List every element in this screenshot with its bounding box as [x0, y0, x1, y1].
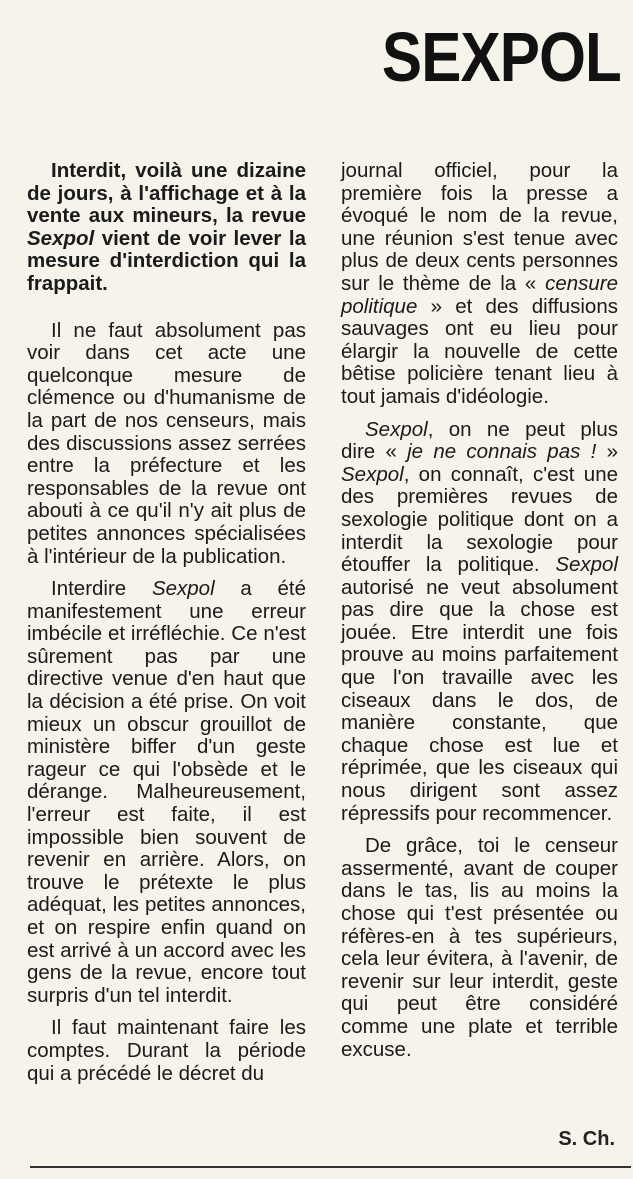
right-paragraph-2: [341, 419, 618, 826]
bottom-rule: [30, 1166, 631, 1168]
p2-text-b: Sexpol: [151, 577, 215, 601]
lead-text-b: Sexpol: [27, 226, 95, 250]
rp1-text-b: censure politique: [341, 271, 618, 318]
signature: S. Ch.: [558, 1128, 615, 1150]
rp2-text-d: »: [596, 440, 618, 464]
rp2-text-f: , on connaît, c'est une des premières revues de sexologie politique dont on a interdit la sexologie pour étouffer la politique.: [341, 462, 618, 577]
left-column: [27, 160, 306, 1085]
rp2-text-b: , on ne peut plus dire «: [341, 417, 618, 464]
lead-text-c: vient de voir lever la mesure d'interdiction qui la frappait.: [27, 226, 306, 295]
p2-text-a: Interdire: [51, 577, 152, 601]
body-paragraph-3: Il faut maintenant faire les comptes. Durant la période qui a précédé le décret du: [27, 1016, 306, 1085]
lead-text-a: Interdit, voilà une dizaine de jours, à l'affichage et à la vente aux mineurs, la revue: [27, 159, 306, 228]
right-paragraph-1: [341, 160, 618, 409]
right-column: [341, 160, 618, 1061]
rp2-text-g: Sexpol: [555, 553, 618, 577]
body-paragraph-1: Il ne faut absolument pas voir dans cet acte une quelconque mesure de clémence ou d'humanisme de la part de nos censeurs, mais des discussions assez serrées entre la préfecture et les responsables de la revue ont abouti à ce qu'il n'y ait plus de petites annonces spécialisées à l'intérieur de la publication.: [27, 318, 306, 568]
p2-text-c: a été manifestement une erreur imbécile et irréfléchie. Ce n'est sûrement pas par une directive venue d'en haut que la décision a été prise. On voit mieux un obscur grouillot de ministère biffer d'un geste rageur ce qui l'obsède et le dérange. Malheureusement, l'erreur est faite, il est impossible bien souvent de revenir en arrière. Alors, on trouve le prétexte le plus adéquat, les petites annonces, et on respire enfin quand on est arrivé à un accord avec les gens de la revue, encore tout surpris d'un tel interdit.: [27, 577, 306, 1007]
body-paragraph-2: [27, 578, 306, 1007]
rp1-text-c: » et des diffusions sauvages ont eu lieu pour élargir la nouvelle de cette bêtise policière tenant lieu à tout jamais d'idéologie.: [341, 294, 618, 408]
rp2-text-a: Sexpol: [365, 417, 428, 441]
rp2-text-c: je ne connais pas !: [407, 440, 597, 464]
rp2-text-e: Sexpol: [341, 462, 404, 486]
rp2-text-h: autorisé ne veut absolument pas dire que la chose est jouée. Etre interdit une fois prouve au moins parfaitement que l'on travaille avec les ciseaux dans le dos, de manière constante, que chaque chose est lue et réprimée, que les ciseaux qui nous dirigent sont assez répressifs pour recommencer.: [341, 575, 618, 825]
article-title: SEXPOL: [381, 18, 621, 96]
lead-paragraph: [27, 160, 306, 296]
rp1-text-a: journal officiel, pour la première fois la presse a évoqué le nom de la revue, une réunion s'est tenue avec plus de deux cents personnes sur le thème de la «: [341, 159, 618, 295]
right-paragraph-3: De grâce, toi le censeur assermenté, avant de couper dans le tas, lis au moins la chose qui t'est présentée ou réfères-en à tes supérieurs, cela leur évitera, à l'avenir, de revenir sur leur interdit, geste qui peut être considéré comme une plate et terrible excuse.: [341, 834, 618, 1061]
